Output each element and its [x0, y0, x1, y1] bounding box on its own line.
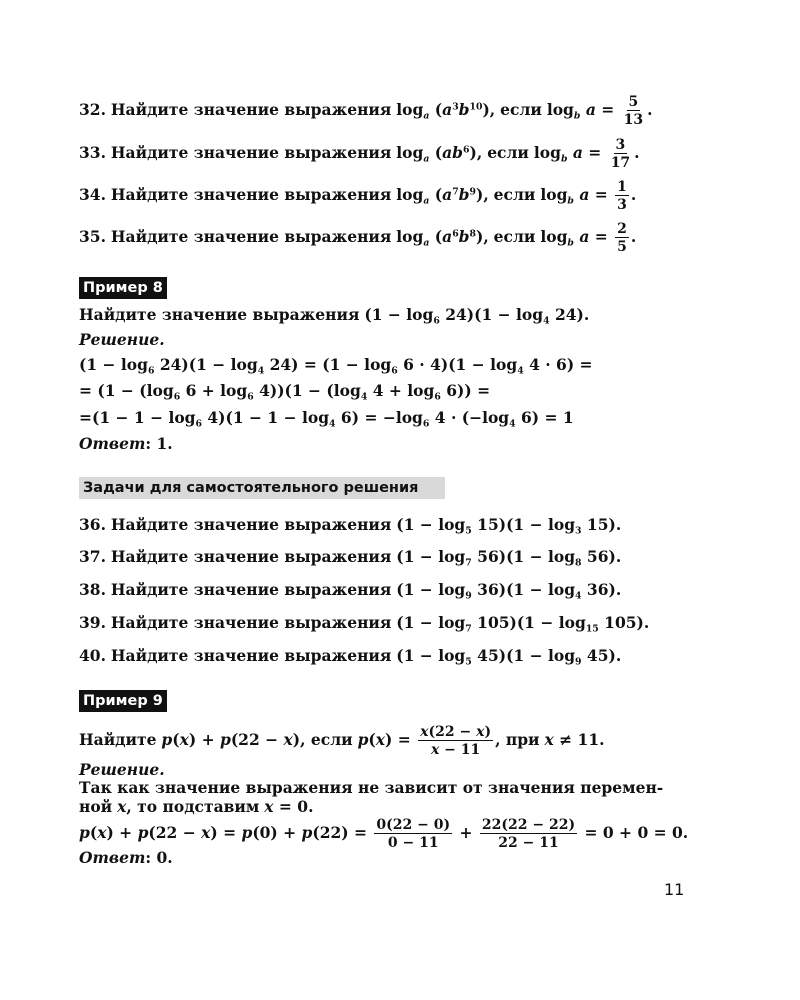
problem-38: [79, 580, 621, 600]
problem-number: 39.: [79, 613, 106, 632]
problem-37: [79, 547, 621, 567]
fraction: $\frac{x(22 - x)}{x - 11}$: [420, 724, 492, 758]
if-word: если: [487, 143, 529, 162]
if-word: , если: [300, 730, 353, 749]
statement-expression: p(x) + p(22 − x): [161, 730, 301, 749]
example-8-answer: [79, 434, 173, 454]
problem-number: 37.: [79, 547, 106, 566]
problem-number: 36.: [79, 515, 106, 534]
math-condition: $\log_b a$ = $\frac{2}{5}$ .: [540, 221, 637, 255]
answer-value: : 1.: [145, 434, 173, 453]
substitution: x = 0.: [264, 797, 314, 816]
problem-text: Найдите значение выражения: [110, 515, 392, 534]
example-8-statement: [79, 305, 589, 325]
example-9-answer: [79, 848, 173, 868]
problem-text: Найдите значение выражения: [110, 613, 392, 632]
self-study-label: Задачи для самостоятельного решения: [79, 477, 445, 499]
variable-x: x: [117, 797, 127, 816]
statement-expression: $(1 - \log_6 24)(1 - \log_4 24)$.: [364, 305, 590, 327]
fraction: $\frac{3}{17}$: [610, 137, 631, 171]
problem-number: 33.: [79, 143, 106, 162]
problem-34: [79, 180, 636, 212]
example-9-solution-line-1: Так как значение выражения не зависит от значения перемен-: [79, 778, 664, 797]
problem-number: 32.: [79, 100, 106, 119]
math-expression: $(1 - \log_5 45)(1 - \log_9 45)$.: [396, 646, 622, 668]
math-expression: $(1 - \log_7 56)(1 - \log_8 56)$.: [396, 547, 622, 569]
example-9-solution-label: Решение.: [79, 760, 165, 779]
if-word: если: [493, 185, 536, 204]
example-8-label: Пример 8: [79, 277, 167, 299]
example-8-solution-label: Решение.: [79, 330, 165, 349]
example-8-step-1: $(1 - \log_6 24)(1 - \log_4 24) = (1 - \log_6 6 \cdot 4)(1 - \log_4 4 \cdot 6)$ =: [79, 355, 593, 377]
answer-label: Ответ: [79, 434, 146, 453]
problem-text: Найдите значение выражения: [110, 185, 392, 204]
fraction: $\frac{5}{13}$: [623, 94, 644, 128]
example-9-statement: [79, 725, 605, 757]
problem-text: Найдите значение выражения: [110, 227, 392, 246]
problem-number: 34.: [79, 185, 106, 204]
fraction: $\frac{2}{5}$: [617, 221, 627, 255]
statement-text: Найдите значение выражения: [79, 305, 360, 324]
problem-text: Найдите значение выражения: [110, 547, 392, 566]
problem-36: [79, 515, 621, 535]
problem-number: 38.: [79, 580, 106, 599]
when-word: , при: [495, 730, 540, 749]
math-condition: $\log_b a$ = $\frac{3}{17}$ .: [533, 137, 640, 171]
math-condition: $\log_b a$ = $\frac{5}{13}$ .: [546, 94, 653, 128]
math-expression: $\log_a (a^3b^{10})$,: [396, 100, 496, 122]
example-8-step-3: $=(1 - 1 - \log_6 4)(1 - 1 - \log_4 6) = -\log_6$ $4 \cdot (-\log_4$ 6) = 1: [79, 408, 574, 430]
problem-text: Найдите значение выражения: [110, 580, 392, 599]
answer-value: : 0.: [145, 848, 173, 867]
answer-label: Ответ: [79, 848, 146, 867]
example-9-label: Пример 9: [79, 690, 167, 712]
math-expression: $(1 - \log_7 105)(1 - \log_{15} 105)$.: [396, 613, 650, 635]
fraction: $\frac{1}{3}$: [617, 179, 627, 213]
solution-text: ной: [79, 797, 113, 816]
math-expression: $(1 - \log_5 15)(1 - \log_3 15)$.: [396, 515, 622, 537]
example-9-solution-line-2: [79, 797, 314, 817]
page-number: 11: [664, 880, 685, 899]
example-9-calculation: p(x) + p(22 − x) = p(0) + p(22) = $\frac{0(22 - 0)}{0 - 11}$ + $\frac{22(22 - 22)}{22 - 11}$ = 0 + 0 = 0.: [79, 817, 689, 851]
if-word: если: [493, 227, 536, 246]
math-expression: $\log_a (ab^6)$,: [396, 143, 483, 165]
solution-text: , то подставим: [126, 797, 260, 816]
example-8-step-2: = ($1 - (\log_6$ $6 + \log_6 4))(1 - (\log_4$ $4 + \log_6 6$)) =: [79, 381, 491, 403]
math-expression: $\log_a (a^7b^9)$,: [396, 185, 489, 207]
fraction: $\frac{22(22 - 22)}{22 - 11}$: [481, 817, 576, 851]
problem-number: 35.: [79, 227, 106, 246]
statement-restriction: x ≠ 11.: [544, 730, 605, 749]
problem-text: Найдите значение выражения: [110, 646, 392, 665]
problem-33: [79, 138, 640, 170]
statement-definition: p(x) = $\frac{x(22 - x)}{x - 11}$: [357, 724, 492, 758]
math-expression: $\log_a (a^6b^8)$,: [396, 227, 489, 249]
if-word: если: [500, 100, 542, 119]
problem-text: Найдите значение выражения: [110, 143, 392, 162]
problem-40: [79, 646, 621, 666]
math-condition: $\log_b a$ = $\frac{1}{3}$ .: [540, 179, 637, 213]
problem-text: Найдите значение выражения: [110, 100, 392, 119]
problem-35: [79, 222, 636, 254]
problem-32: [79, 95, 653, 127]
fraction: $\frac{0(22 - 0)}{0 - 11}$: [376, 817, 451, 851]
problem-39: [79, 613, 649, 633]
math-expression: $(1 - \log_9 36)(1 - \log_4 36)$.: [396, 580, 622, 602]
problem-number: 40.: [79, 646, 106, 665]
statement-text: Найдите: [79, 730, 157, 749]
